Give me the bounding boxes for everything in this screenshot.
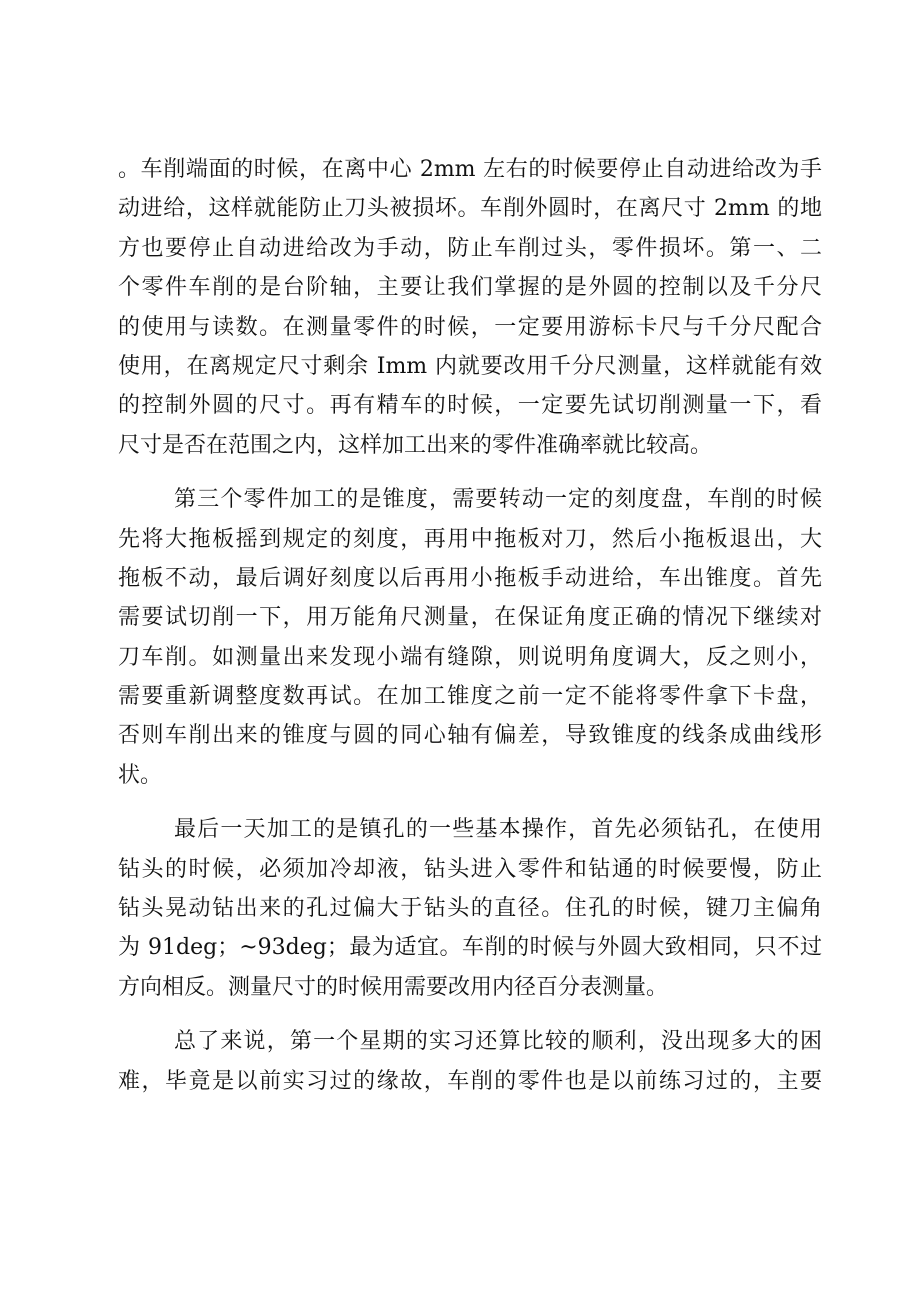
paragraph-line: 方向相反。测量尺寸的时候用需要改用内径百分表测量。 [118,974,669,1000]
paragraph-spacer [118,465,822,480]
paragraph-line: 需要试切削一下，用万能角尺测量，在保证角度正确的情况下继续对 [118,605,822,631]
paragraph-line: 为 91deg；~93deg；最为适宜。车削的时候与外圆大致相同，只不过 [118,935,822,961]
paragraph-line: 钻头晃动钻出来的孔过偏大于钻头的直径。住孔的时候，键刀主偏角 [118,896,822,922]
paragraph-line: 尺寸是否在范围之内，这样加工出来的零件准确率就比较高。 [118,432,713,458]
paragraph-spacer [118,1007,822,1022]
paragraph-line: 。车削端面的时候，在离中心 2mm 左右的时候要停止自动进给改为手 [118,157,822,182]
paragraph-line: 先将大拖板摇到规定的刻度，再用中拖板对刀，然后小拖板退出，大 [118,526,822,552]
paragraph-spacer [118,795,822,810]
paragraph-line: 拖板不动，最后调好刻度以后再用小拖板手动进给，车出锥度。首先 [118,565,822,591]
paragraph-line: 状。 [118,762,163,788]
paragraph-line: 总了来说，第一个星期的实习还算比较的顺利，没出现多大的困 [174,1029,822,1055]
paragraph-line: 方也要停止自动进给改为手动，防止车削过头，零件损坏。第一、二 [118,235,822,261]
paragraph-line: 最后一天加工的是镇孔的一些基本操作，首先必须钻孔，在使用 [174,817,822,843]
paragraph-line: 个零件车削的是台阶轴，主要让我们掌握的是外圆的控制以及千分尺 [118,275,822,301]
document-body [118,150,822,1101]
paragraph-1 [118,150,822,465]
paragraph-line: 刀车削。如测量出来发现小端有缝隙，则说明角度调大，反之则小， [118,644,822,670]
paragraph-line: 的使用与读数。在测量零件的时候，一定要用游标卡尺与千分尺配合 [118,314,822,340]
paragraph-4 [118,1022,822,1101]
paragraph-line: 动进给，这样就能防止刀头被损坏。车削外圆时，在离尺寸 2mm 的地 [118,196,822,222]
paragraph-3 [118,810,822,1007]
paragraph-line: 第三个零件加工的是锥度，需要转动一定的刻度盘，车削的时候 [174,487,822,513]
paragraph-line: 使用，在离规定尺寸剩余 Imm 内就要改用千分尺测量，这样就能有效 [118,353,822,379]
paragraph-line: 钻头的时候，必须加冷却液，钻头进入零件和钻通的时候要慢，防止 [118,856,822,882]
paragraph-2 [118,480,822,795]
paragraph-line: 否则车削出来的锥度与圆的同心轴有偏差，导致锥度的线条成曲线形 [118,723,822,749]
paragraph-line: 需要重新调整度数再试。在加工锥度之前一定不能将零件拿下卡盘， [118,684,822,710]
paragraph-line: 的控制外圆的尺寸。再有精车的时候，一定要先试切削测量一下，看 [118,393,822,419]
paragraph-line: 难，毕竟是以前实习过的缘故，车削的零件也是以前练习过的，主要 [118,1068,822,1094]
